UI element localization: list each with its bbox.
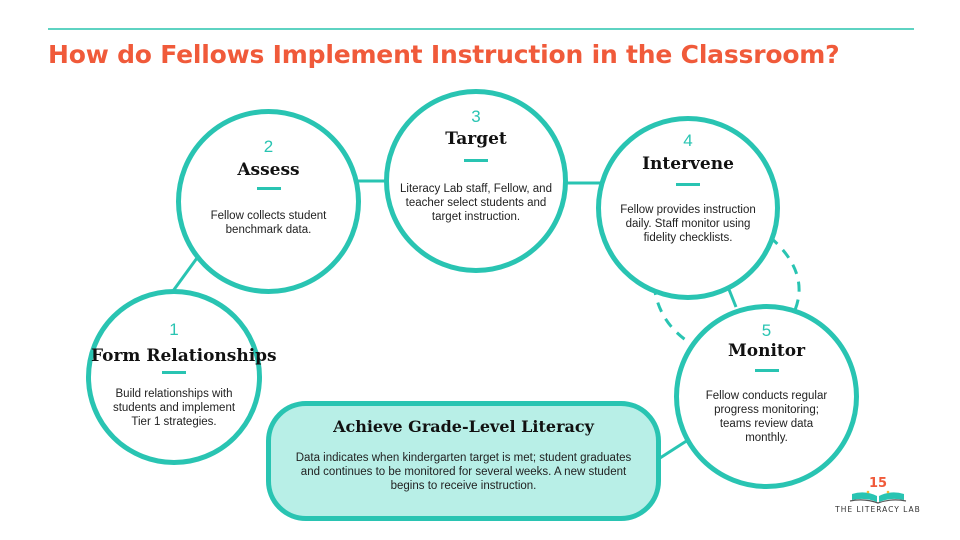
logo-number: 15 bbox=[868, 476, 888, 491]
step-number: 1 bbox=[169, 320, 179, 339]
feedback-loop-outer bbox=[770, 237, 799, 310]
step-underline bbox=[464, 159, 488, 162]
step-5-circle bbox=[674, 304, 859, 489]
connector-5-goal bbox=[660, 440, 688, 458]
step-2-circle bbox=[176, 109, 361, 294]
connector-1-2 bbox=[173, 258, 197, 291]
step-name: Intervene bbox=[642, 154, 734, 174]
step-name: Form Relationships bbox=[91, 346, 277, 366]
step-underline bbox=[755, 369, 779, 372]
step-underline bbox=[676, 183, 700, 186]
step-number: 5 bbox=[761, 321, 772, 340]
step-number: 2 bbox=[263, 137, 274, 156]
step-1-circle bbox=[86, 289, 277, 465]
logo-text: THE LITERACY LAB bbox=[835, 505, 921, 514]
step-description: Fellow collects student benchmark data. bbox=[210, 210, 327, 236]
step-name: Monitor bbox=[727, 341, 806, 361]
goal-description: Data indicates when kindergarten target is met; student graduates and continues to be monitored for several weeks. A new student begins to receive instruction. bbox=[295, 452, 632, 492]
page-title: How do Fellows Implement Instruction in the Classroom? bbox=[48, 40, 840, 69]
step-description: Fellow conducts regular progress monitoring; teams review data monthly. bbox=[705, 390, 828, 444]
step-underline bbox=[257, 187, 281, 190]
step-name: Assess bbox=[237, 160, 300, 180]
step-4-circle bbox=[596, 116, 780, 300]
step-description: Fellow provides instruction daily. Staff monitor using fidelity checklists. bbox=[620, 204, 756, 244]
goal-title: Achieve Grade-Level Literacy bbox=[333, 417, 594, 436]
step-3-circle bbox=[384, 89, 568, 273]
step-name: Target bbox=[445, 129, 507, 149]
step-description: Build relationships with students and implement Tier 1 strategies. bbox=[112, 388, 236, 428]
step-number: 4 bbox=[683, 131, 693, 150]
goal-box bbox=[266, 401, 661, 521]
step-underline bbox=[162, 371, 186, 374]
step-number: 3 bbox=[471, 107, 481, 126]
open-book-icon bbox=[848, 488, 908, 504]
literacy-lab-logo bbox=[828, 474, 928, 524]
step-description: Literacy Lab staff, Fellow, and teacher select students and target instruction. bbox=[400, 183, 552, 223]
